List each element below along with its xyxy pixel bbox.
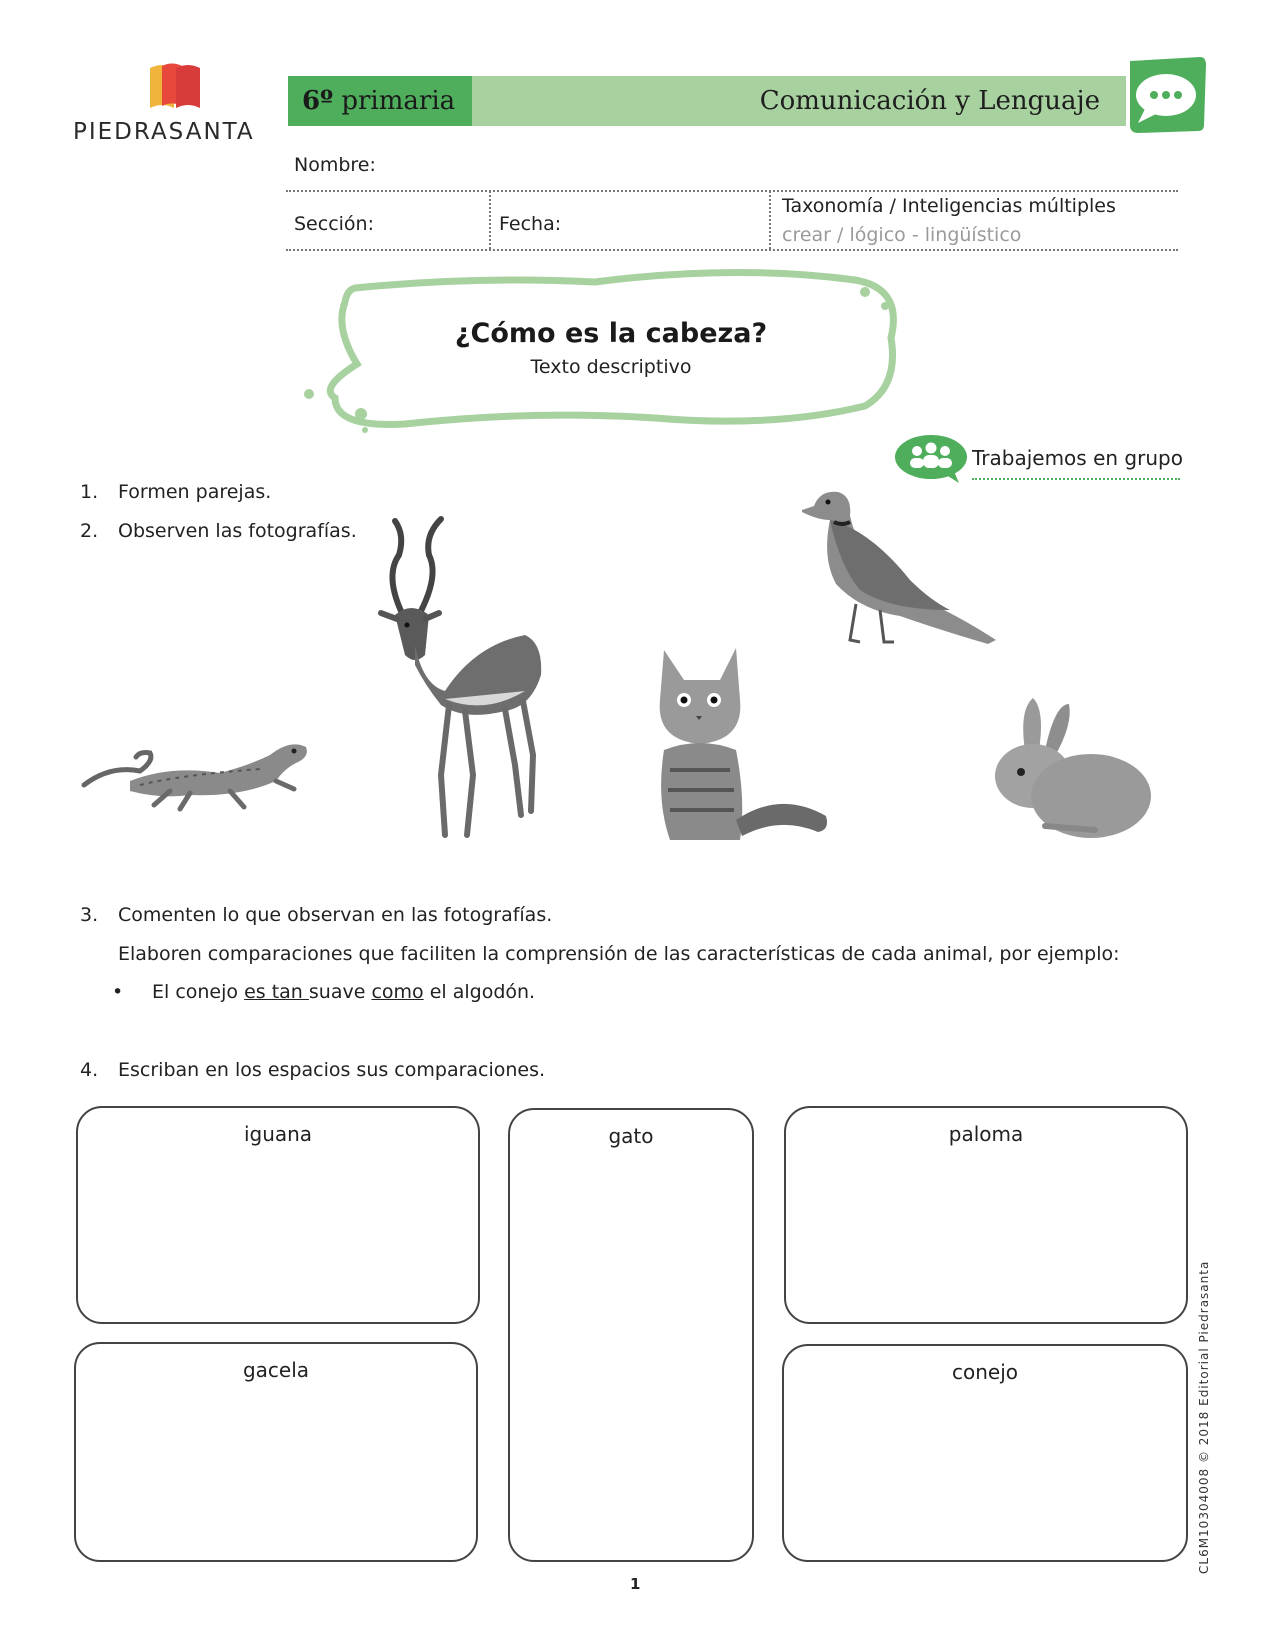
example-underlined-1: es tan bbox=[244, 981, 309, 1003]
instruction-2 bbox=[80, 520, 357, 542]
page-title: ¿Cómo es la cabeza? bbox=[454, 318, 768, 349]
instruction-3-detail: Elaboren comparaciones que faciliten la comprensión de las características de cada animal, por ejemplo: bbox=[118, 943, 1120, 965]
page-subtitle: Texto descriptivo bbox=[530, 356, 692, 378]
instruction-2-text: Observen las fotografías. bbox=[118, 520, 357, 542]
copyright-code: CL6M10304008 © 2018 Editorial Piedrasanta bbox=[1197, 1260, 1211, 1574]
page-number: 1 bbox=[630, 1575, 641, 1593]
example-part-2: suave bbox=[308, 981, 372, 1003]
grade-badge bbox=[288, 76, 472, 126]
group-work-underline bbox=[972, 478, 1180, 480]
instruction-3-text: Comenten lo que observan en las fotografías. bbox=[118, 904, 553, 926]
instruction-4-number: 4. bbox=[80, 1059, 99, 1081]
answer-box-gacela[interactable] bbox=[74, 1342, 478, 1562]
gacela-photo bbox=[355, 515, 555, 855]
group-icon bbox=[893, 433, 973, 483]
grade-label: primaria bbox=[341, 86, 456, 116]
answer-box-iguana[interactable] bbox=[76, 1106, 480, 1324]
answer-box-gacela-label: gacela bbox=[242, 1358, 310, 1382]
answer-box-conejo[interactable] bbox=[782, 1344, 1188, 1562]
form-divider-top bbox=[286, 190, 1178, 192]
instruction-1 bbox=[80, 481, 271, 503]
answer-box-paloma-label: paloma bbox=[948, 1122, 1024, 1146]
grade-number: 6º bbox=[302, 86, 334, 116]
section-label: Sección: bbox=[294, 213, 374, 235]
answer-box-conejo-label: conejo bbox=[951, 1360, 1018, 1384]
instruction-1-number: 1. bbox=[80, 481, 99, 503]
example-part-1: El conejo bbox=[152, 981, 245, 1003]
form-divider-v2 bbox=[769, 191, 771, 249]
chat-bubble-icon bbox=[1120, 55, 1208, 143]
instruction-1-text: Formen parejas. bbox=[118, 481, 272, 503]
answer-box-paloma[interactable] bbox=[784, 1106, 1188, 1324]
example-part-3: el algodón. bbox=[423, 981, 536, 1003]
bullet: • bbox=[112, 981, 124, 1003]
instruction-3 bbox=[80, 904, 552, 926]
gato-photo bbox=[650, 640, 840, 850]
instruction-2-number: 2. bbox=[80, 520, 99, 542]
answer-box-gato-label: gato bbox=[608, 1124, 654, 1148]
form-divider-bottom bbox=[286, 249, 1178, 251]
subject-title: Comunicación y Lenguaje bbox=[759, 86, 1100, 116]
example-underlined-2: como bbox=[371, 981, 424, 1003]
date-label: Fecha: bbox=[499, 213, 562, 235]
instruction-4 bbox=[80, 1059, 545, 1081]
iguana-photo bbox=[80, 725, 320, 825]
form-divider-v1 bbox=[489, 191, 491, 249]
example-sentence bbox=[112, 981, 535, 1003]
taxonomy-label: Taxonomía / Inteligencias múltiples bbox=[782, 195, 1116, 217]
title-frame bbox=[295, 268, 907, 436]
taxonomy-value: crear / lógico - lingüístico bbox=[782, 224, 1022, 246]
paloma-photo bbox=[800, 480, 1000, 650]
name-label: Nombre: bbox=[294, 154, 376, 176]
brand-name: PIEDRASANTA bbox=[73, 119, 255, 145]
instruction-4-text: Escriban en los espacios sus comparaciones. bbox=[118, 1059, 546, 1081]
answer-box-iguana-label: iguana bbox=[243, 1122, 313, 1146]
conejo-photo bbox=[985, 690, 1155, 850]
piedrasanta-logo-icon bbox=[148, 62, 202, 112]
group-work-label: Trabajemos en grupo bbox=[972, 446, 1183, 470]
answer-box-gato[interactable] bbox=[508, 1108, 754, 1562]
instruction-3-number: 3. bbox=[80, 904, 99, 926]
